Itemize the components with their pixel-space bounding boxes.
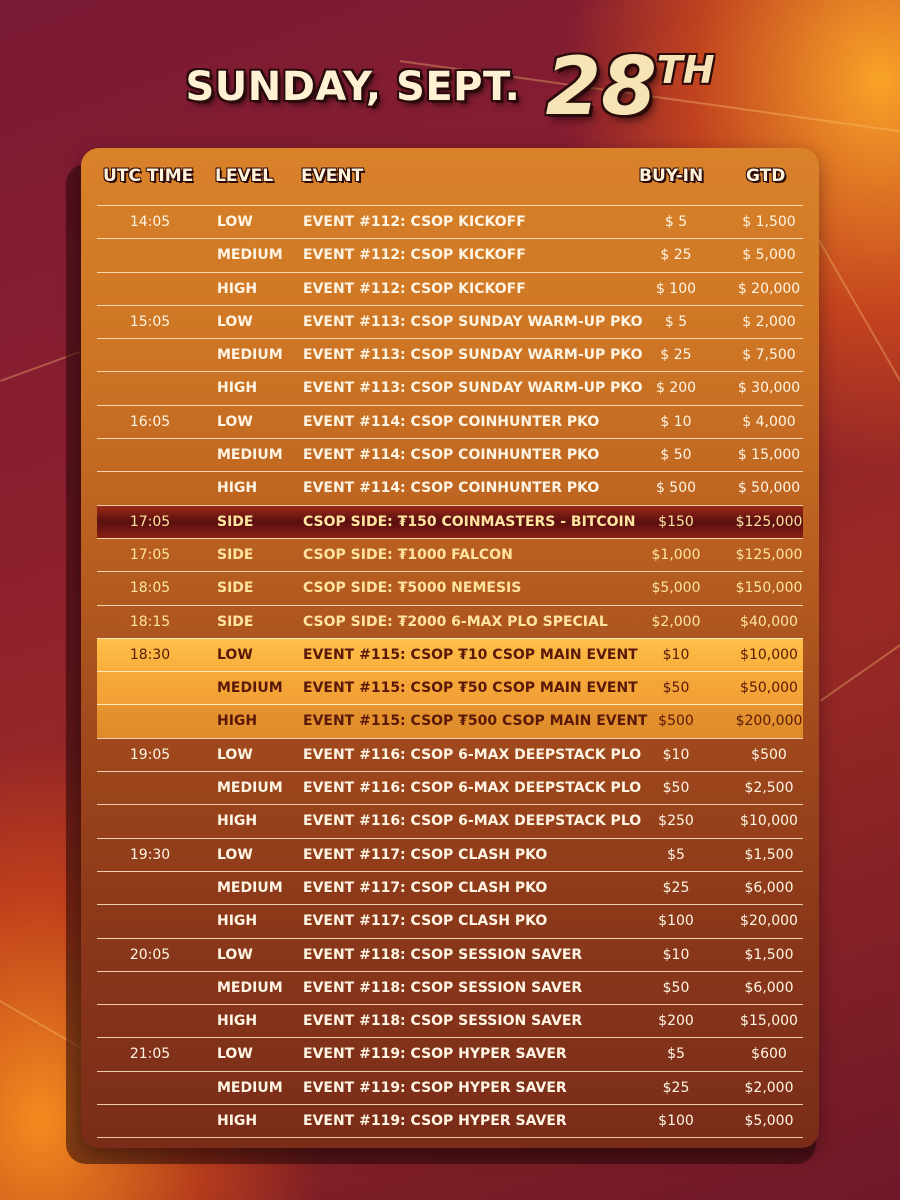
table-row	[97, 438, 803, 471]
cell-level: LOW	[217, 313, 253, 330]
header-gtd: GTD	[746, 166, 786, 186]
cell-level: HIGH	[217, 280, 258, 297]
table-row	[97, 671, 803, 704]
cell-level: SIDE	[217, 580, 254, 597]
header-level: LEVEL	[215, 166, 274, 186]
cell-level: MEDIUM	[217, 979, 283, 996]
cell-event: EVENT #112: CSOP KICKOFF	[303, 214, 526, 230]
cell-level: SIDE	[217, 613, 254, 630]
cell-buy-in: $5	[667, 846, 685, 863]
cell-gtd: $50,000	[740, 680, 798, 697]
cell-level: LOW	[217, 1046, 253, 1063]
cell-gtd: $ 20,000	[737, 280, 801, 297]
cell-level: SIDE	[217, 513, 254, 530]
table-row	[97, 238, 803, 271]
cell-event: EVENT #117: CSOP CLASH PKO	[303, 846, 548, 863]
cell-gtd: $150,000	[735, 580, 803, 597]
cell-gtd: $125,000	[735, 546, 803, 563]
cell-buy-in: $ 25	[660, 247, 692, 264]
cell-level: MEDIUM	[217, 247, 283, 264]
table-row	[97, 738, 803, 771]
cell-time: 18:30	[129, 646, 171, 663]
cell-gtd: $ 4,000	[742, 413, 796, 430]
cell-gtd: $ 5,000	[742, 247, 796, 264]
cell-level: HIGH	[217, 380, 258, 397]
decorative-ray	[818, 240, 900, 414]
cell-event: EVENT #115: CSOP ₮10 CSOP MAIN EVENT	[303, 646, 638, 663]
cell-gtd: $ 15,000	[737, 447, 801, 464]
cell-buy-in: $500	[658, 713, 694, 730]
table-row	[97, 1104, 803, 1138]
cell-event: EVENT #118: CSOP SESSION SAVER	[303, 1013, 583, 1030]
table-row	[97, 505, 803, 538]
table-row	[97, 371, 803, 404]
cell-buy-in: $250	[658, 813, 694, 830]
cell-level: HIGH	[217, 1013, 258, 1030]
cell-buy-in: $5,000	[651, 580, 701, 597]
cell-level: MEDIUM	[217, 1079, 283, 1096]
title-day-suffix: TH	[656, 48, 715, 92]
table-row	[97, 205, 803, 238]
cell-buy-in: $ 10	[660, 413, 692, 430]
cell-level: HIGH	[217, 1113, 258, 1130]
table-row	[97, 571, 803, 604]
table-row	[97, 338, 803, 371]
cell-time: 20:05	[129, 946, 171, 963]
cell-time: 21:05	[129, 1046, 171, 1063]
cell-level: MEDIUM	[217, 347, 283, 364]
cell-level: MEDIUM	[217, 680, 283, 697]
cell-gtd: $1,500	[744, 946, 794, 963]
cell-event: EVENT #115: CSOP ₮500 CSOP MAIN EVENT	[303, 713, 648, 730]
cell-level: LOW	[217, 413, 253, 430]
cell-buy-in: $1,000	[651, 546, 701, 563]
cell-buy-in: $10	[662, 946, 690, 963]
page-title	[0, 40, 900, 140]
cell-level: MEDIUM	[217, 447, 283, 464]
cell-buy-in: $100	[658, 913, 694, 930]
cell-event: EVENT #113: CSOP SUNDAY WARM-UP PKO	[303, 313, 643, 330]
cell-event: CSOP SIDE: ₮1000 FALCON	[303, 546, 513, 563]
cell-gtd: $6,000	[744, 879, 794, 896]
table-row	[97, 1004, 803, 1037]
cell-time: 18:05	[129, 580, 171, 597]
cell-time: 17:05	[129, 513, 171, 530]
cell-gtd: $500	[751, 746, 787, 763]
decorative-ray	[820, 597, 900, 702]
header-utc-time: UTC TIME	[103, 166, 194, 186]
cell-buy-in: $ 200	[655, 380, 697, 397]
cell-event: EVENT #116: CSOP 6-MAX DEEPSTACK PLO	[303, 813, 642, 830]
cell-time: 17:05	[129, 546, 171, 563]
cell-event: EVENT #112: CSOP KICKOFF	[303, 280, 526, 297]
title-weekday-month: SUNDAY, SEPT.	[185, 63, 521, 110]
cell-buy-in: $200	[658, 1013, 694, 1030]
cell-level: LOW	[217, 846, 253, 863]
cell-buy-in: $25	[662, 879, 690, 896]
cell-time: 16:05	[129, 413, 171, 430]
cell-buy-in: $50	[662, 680, 690, 697]
cell-event: EVENT #116: CSOP 6-MAX DEEPSTACK PLO	[303, 780, 642, 797]
cell-gtd: $125,000	[735, 513, 803, 530]
cell-event: EVENT #115: CSOP ₮50 CSOP MAIN EVENT	[303, 680, 638, 697]
cell-level: HIGH	[217, 713, 258, 730]
cell-level: LOW	[217, 946, 253, 963]
cell-event: EVENT #119: CSOP HYPER SAVER	[303, 1113, 567, 1130]
cell-level: HIGH	[217, 480, 258, 497]
cell-gtd: $5,000	[744, 1113, 794, 1130]
cell-buy-in: $ 50	[660, 447, 692, 464]
cell-level: HIGH	[217, 913, 258, 930]
cell-event: CSOP SIDE: ₮2000 6-MAX PLO SPECIAL	[303, 613, 608, 630]
cell-event: EVENT #119: CSOP HYPER SAVER	[303, 1046, 567, 1063]
table-row	[97, 471, 803, 504]
cell-gtd: $ 7,500	[742, 347, 796, 364]
cell-gtd: $2,000	[744, 1079, 794, 1096]
cell-event: EVENT #116: CSOP 6-MAX DEEPSTACK PLO	[303, 746, 642, 763]
table-row	[97, 838, 803, 871]
cell-buy-in: $ 5	[664, 214, 688, 230]
cell-buy-in: $25	[662, 1079, 690, 1096]
cell-gtd: $ 1,500	[742, 214, 796, 230]
schedule-card	[81, 148, 819, 1148]
cell-gtd: $6,000	[744, 979, 794, 996]
cell-level: LOW	[217, 746, 253, 763]
table-row	[97, 538, 803, 571]
cell-time: 19:30	[129, 846, 171, 863]
cell-level: HIGH	[217, 813, 258, 830]
table-row	[97, 605, 803, 638]
table-row	[97, 305, 803, 338]
cell-gtd: $ 2,000	[742, 313, 796, 330]
cell-gtd: $200,000	[735, 713, 803, 730]
cell-buy-in: $ 5	[664, 313, 688, 330]
cell-event: EVENT #118: CSOP SESSION SAVER	[303, 979, 583, 996]
table-row	[97, 871, 803, 904]
cell-event: EVENT #117: CSOP CLASH PKO	[303, 879, 548, 896]
cell-buy-in: $5	[667, 1046, 685, 1063]
cell-level: LOW	[217, 646, 253, 663]
cell-buy-in: $50	[662, 780, 690, 797]
cell-gtd: $ 30,000	[737, 380, 801, 397]
cell-event: EVENT #113: CSOP SUNDAY WARM-UP PKO	[303, 347, 643, 364]
cell-level: LOW	[217, 214, 253, 230]
cell-event: EVENT #118: CSOP SESSION SAVER	[303, 946, 583, 963]
cell-gtd: $ 50,000	[737, 480, 801, 497]
cell-time: 18:15	[129, 613, 171, 630]
table-row	[97, 904, 803, 937]
cell-gtd: $15,000	[740, 1013, 798, 1030]
table-row	[97, 1071, 803, 1104]
cell-event: EVENT #114: CSOP COINHUNTER PKO	[303, 447, 600, 464]
cell-level: MEDIUM	[217, 879, 283, 896]
cell-event: EVENT #119: CSOP HYPER SAVER	[303, 1079, 567, 1096]
cell-event: EVENT #113: CSOP SUNDAY WARM-UP PKO	[303, 380, 643, 397]
cell-buy-in: $150	[658, 513, 694, 530]
cell-buy-in: $ 25	[660, 347, 692, 364]
header-buy-in: BUY-IN	[639, 166, 704, 186]
cell-level: MEDIUM	[217, 780, 283, 797]
table-row	[97, 704, 803, 737]
cell-event: CSOP SIDE: ₮150 COINMASTERS - BITCOIN	[303, 513, 636, 530]
cell-buy-in: $10	[662, 746, 690, 763]
cell-level: SIDE	[217, 546, 254, 563]
table-header	[81, 158, 819, 198]
cell-gtd: $2,500	[744, 780, 794, 797]
cell-buy-in: $2,000	[651, 613, 701, 630]
cell-buy-in: $50	[662, 979, 690, 996]
cell-event: EVENT #114: CSOP COINHUNTER PKO	[303, 480, 600, 497]
cell-event: EVENT #112: CSOP KICKOFF	[303, 247, 526, 264]
cell-event: CSOP SIDE: ₮5000 NEMESIS	[303, 580, 522, 597]
cell-time: 19:05	[129, 746, 171, 763]
cell-event: EVENT #114: CSOP COINHUNTER PKO	[303, 413, 600, 430]
cell-buy-in: $ 100	[655, 280, 697, 297]
table-row	[97, 405, 803, 438]
header-event: EVENT	[301, 166, 364, 186]
cell-gtd: $20,000	[740, 913, 798, 930]
cell-event: EVENT #117: CSOP CLASH PKO	[303, 913, 548, 930]
title-day-number: 28	[545, 40, 657, 133]
cell-time: 14:05	[129, 214, 171, 230]
cell-buy-in: $100	[658, 1113, 694, 1130]
table-row	[97, 804, 803, 837]
table-row	[97, 272, 803, 305]
table-row	[97, 638, 803, 671]
schedule-table	[97, 205, 803, 1138]
cell-time: 15:05	[129, 313, 171, 330]
cell-gtd: $10,000	[740, 646, 798, 663]
table-row	[97, 971, 803, 1004]
cell-buy-in: $ 500	[655, 480, 697, 497]
table-row	[97, 938, 803, 971]
cell-gtd: $600	[751, 1046, 787, 1063]
cell-gtd: $1,500	[744, 846, 794, 863]
cell-gtd: $10,000	[740, 813, 798, 830]
cell-buy-in: $10	[662, 646, 690, 663]
table-row	[97, 1037, 803, 1070]
cell-gtd: $40,000	[740, 613, 798, 630]
table-row	[97, 771, 803, 804]
